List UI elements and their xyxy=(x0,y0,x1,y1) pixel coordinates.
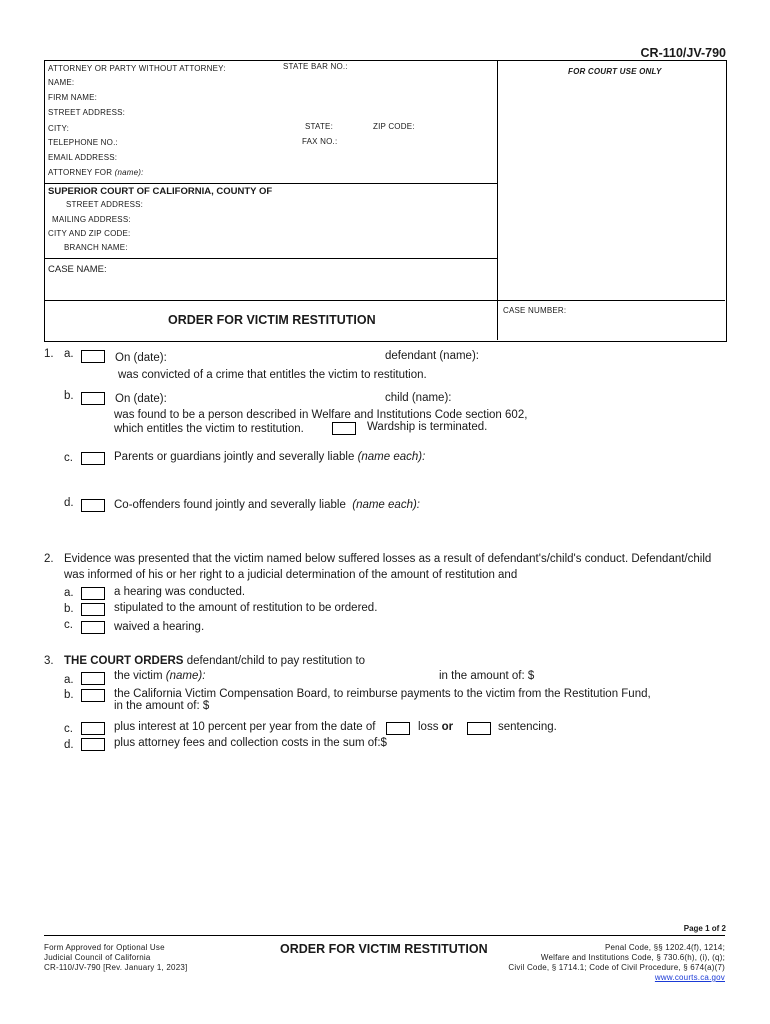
item1-number: 1. xyxy=(44,348,54,360)
item1b-on-date: On (date): xyxy=(115,393,167,405)
item2a-letter: a. xyxy=(64,587,74,599)
item1b-checkbox[interactable] xyxy=(81,392,105,405)
form-title: ORDER FOR VICTIM RESTITUTION xyxy=(168,313,376,327)
item3c-letter: c. xyxy=(64,723,73,735)
item2c-letter: c. xyxy=(64,619,73,631)
item2-text2: was informed of his or her right to a judicial determination of the amount of restitution and xyxy=(64,569,518,581)
item3b-checkbox[interactable] xyxy=(81,689,105,702)
item2-number: 2. xyxy=(44,553,54,565)
item1d-checkbox[interactable] xyxy=(81,499,105,512)
footer-title: ORDER FOR VICTIM RESTITUTION xyxy=(280,942,488,956)
court-use-label: FOR COURT USE ONLY xyxy=(568,67,662,76)
item2c-checkbox[interactable] xyxy=(81,621,105,634)
name-label: NAME: xyxy=(48,78,75,87)
form-id: CR-110/JV-790 xyxy=(640,46,726,60)
item2a-text: a hearing was conducted. xyxy=(114,586,246,598)
zip-label: ZIP CODE: xyxy=(373,122,415,131)
item2a-checkbox[interactable] xyxy=(81,587,105,600)
item3b-letter: b. xyxy=(64,689,74,701)
attorney-for-label: ATTORNEY FOR (name): xyxy=(48,168,144,177)
sentencing-checkbox[interactable] xyxy=(467,722,491,735)
court-use-divider xyxy=(497,60,498,340)
item2b-text: stipulated to the amount of restitution to be ordered. xyxy=(114,602,378,614)
item1a-checkbox[interactable] xyxy=(81,350,105,363)
item1c-checkbox[interactable] xyxy=(81,452,105,465)
city-label: CITY: xyxy=(48,124,70,133)
page-number: Page 1 of 2 xyxy=(683,924,726,933)
footer-rule xyxy=(44,935,725,936)
footer-approval: Form Approved for Optional Use Judicial Council of California CR-110/JV-790 [Rev. January 1, 2023] xyxy=(44,943,188,972)
phone-label: TELEPHONE NO.: xyxy=(48,138,118,147)
item3b-text1: the California Victim Compensation Board, to reimburse payments to the victim from the Restitution Fund, xyxy=(114,688,651,700)
item1a-defendant: defendant (name): xyxy=(385,350,479,362)
court-mailing-label: MAILING ADDRESS: xyxy=(52,215,131,224)
item3c-text: plus interest at 10 percent per year from the date of xyxy=(114,721,376,733)
footer-legal: Penal Code, §§ 1202.4(f), 1214; Welfare and Institutions Code, § 730.6(h), (i), (q); Civil Code, § 1714.1; Code of Civil Procedure, § 674(a)(7) www.courts.ca.gov xyxy=(508,943,725,982)
case-number-label: CASE NUMBER: xyxy=(503,306,567,315)
courts-link[interactable]: www.courts.ca.gov xyxy=(654,973,725,982)
attorney-label: ATTORNEY OR PARTY WITHOUT ATTORNEY: xyxy=(48,64,226,73)
item3a-text: the victim (name): xyxy=(114,670,206,682)
state-label: STATE: xyxy=(305,122,334,131)
item1d-text: Co-offenders found jointly and severally liable (name each): xyxy=(114,499,420,511)
court-city-zip-label: CITY AND ZIP CODE: xyxy=(48,229,131,238)
item3-number: 3. xyxy=(44,655,54,667)
item3d-checkbox[interactable] xyxy=(81,738,105,751)
item1d-letter: d. xyxy=(64,497,74,509)
wardship-text: Wardship is terminated. xyxy=(367,421,488,433)
item1b-text2: which entitles the victim to restitution. xyxy=(114,423,304,435)
item3c-checkbox[interactable] xyxy=(81,722,105,735)
item3a-letter: a. xyxy=(64,674,74,686)
item3a-checkbox[interactable] xyxy=(81,672,105,685)
item1a-on-date: On (date): xyxy=(115,352,167,364)
item1b-text1: was found to be a person described in Welfare and Institutions Code section 602, xyxy=(114,409,528,421)
item3d-text: plus attorney fees and collection costs in the sum of:$ xyxy=(114,737,387,749)
item2b-checkbox[interactable] xyxy=(81,603,105,616)
item3a-amount: in the amount of: $ xyxy=(439,670,535,682)
sentencing-text: sentencing. xyxy=(498,721,557,733)
case-name-label: CASE NAME: xyxy=(48,264,107,275)
court-branch-label: BRANCH NAME: xyxy=(64,243,128,252)
loss-or-text: loss or xyxy=(418,721,454,733)
item3b-text2: in the amount of: $ xyxy=(114,700,210,712)
item3-orders: THE COURT ORDERS defendant/child to pay restitution to xyxy=(64,655,366,667)
item2b-letter: b. xyxy=(64,603,74,615)
item1a-text: was convicted of a crime that entitles the victim to restitution. xyxy=(118,369,427,381)
item1a-letter: a. xyxy=(64,348,74,360)
loss-checkbox[interactable] xyxy=(386,722,410,735)
item1b-child: child (name): xyxy=(385,392,452,404)
court-title: SUPERIOR COURT OF CALIFORNIA, COUNTY OF xyxy=(48,186,273,197)
item1b-letter: b. xyxy=(64,390,74,402)
email-label: EMAIL ADDRESS: xyxy=(48,153,118,162)
item3d-letter: d. xyxy=(64,739,74,751)
item1c-letter: c. xyxy=(64,452,73,464)
item2-text1: Evidence was presented that the victim named below suffered losses as a result of defendant's/child's conduct. Defendant/child xyxy=(64,553,712,565)
firm-label: FIRM NAME: xyxy=(48,93,98,102)
item1c-text: Parents or guardians jointly and severally liable (name each): xyxy=(114,451,426,463)
street-label: STREET ADDRESS: xyxy=(48,108,126,117)
wardship-checkbox[interactable] xyxy=(332,422,356,435)
item2c-text: waived a hearing. xyxy=(114,621,205,633)
fax-label: FAX NO.: xyxy=(302,137,338,146)
state-bar-label: STATE BAR NO.: xyxy=(283,62,348,71)
court-street-label: STREET ADDRESS: xyxy=(66,200,144,209)
